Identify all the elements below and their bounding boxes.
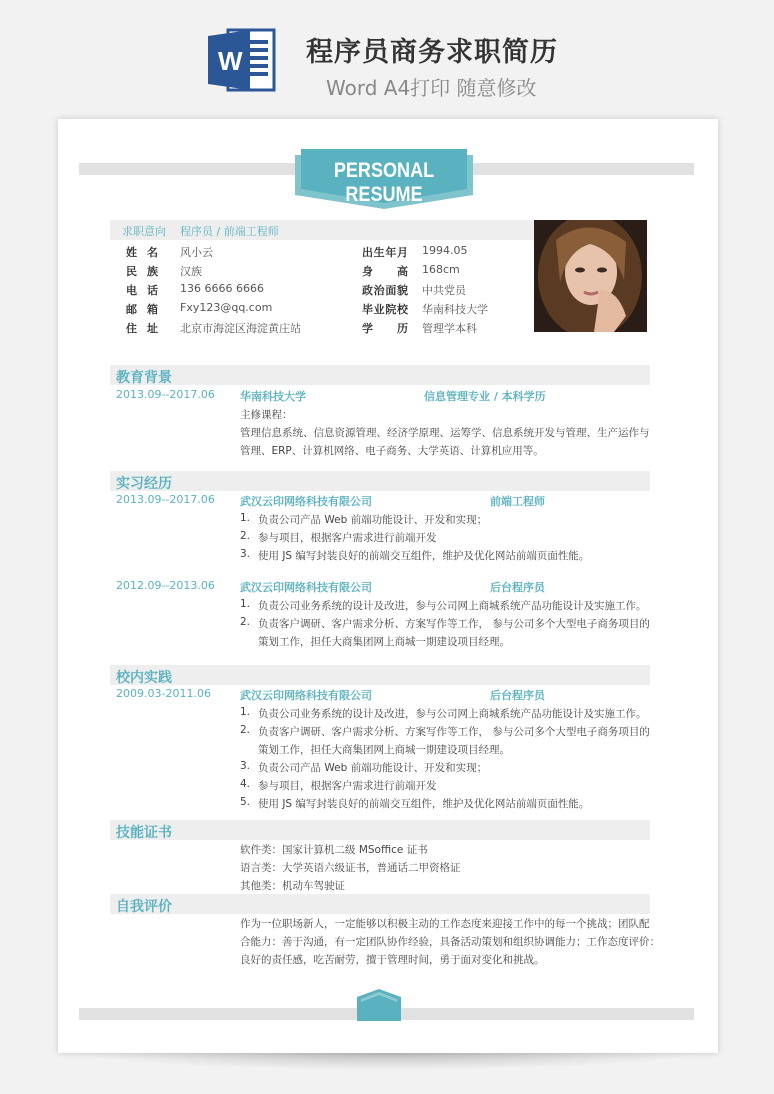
job-date: 2013.09--2017.06 bbox=[116, 493, 215, 506]
item-number: 3. bbox=[240, 760, 251, 772]
item-text: 使用 JS 编写封装良好的前端交互组件，维护及优化网站前端页面性能。 bbox=[258, 798, 590, 810]
skill-line: 其他类：机动车驾驶证 bbox=[240, 880, 345, 892]
job-intent-bar bbox=[110, 220, 534, 240]
item-number: 2. bbox=[240, 530, 251, 542]
info-value: 136 6666 6666 bbox=[180, 282, 264, 295]
job-intent-label: 求职意向 bbox=[122, 225, 166, 238]
item-number: 1. bbox=[240, 706, 251, 718]
info-key: 邮 箱 bbox=[126, 303, 158, 316]
item-number: 2. bbox=[240, 616, 251, 628]
self-line: 良好的责任感，吃苦耐劳，擅于管理时间，勇于面对变化和挑战。 bbox=[240, 954, 545, 966]
job-role: 后台程序员 bbox=[490, 581, 545, 594]
item-text: 负责公司业务系统的设计及改进，参与公司网上商城系统产品功能设计及实施工作。 bbox=[258, 708, 647, 720]
info-key: 民 族 bbox=[126, 265, 158, 278]
job-date: 2012.09--2013.06 bbox=[116, 579, 215, 592]
info-value: 1994.05 bbox=[422, 244, 468, 257]
item-number: 3. bbox=[240, 548, 251, 560]
campus-company: 武汉云印网络科技有限公司 bbox=[240, 689, 372, 702]
item-text: 参与项目，根据客户需求进行前端开发 bbox=[258, 532, 437, 544]
profile-photo bbox=[534, 220, 647, 332]
item-text: 参与项目，根据客户需求进行前端开发 bbox=[258, 780, 437, 792]
info-value: 汉族 bbox=[180, 265, 202, 278]
job-role: 前端工程师 bbox=[490, 495, 545, 508]
edu-school: 华南科技大学 bbox=[240, 390, 306, 403]
section-bar bbox=[110, 820, 650, 840]
info-key: 身 高 bbox=[362, 265, 408, 278]
section-title-skills: 技能证书 bbox=[116, 825, 172, 841]
section-bar bbox=[110, 894, 650, 914]
campus-date: 2009.03-2011.06 bbox=[116, 687, 211, 700]
item-number: 5. bbox=[240, 796, 251, 808]
section-bar bbox=[110, 471, 650, 491]
info-key: 姓 名 bbox=[126, 246, 158, 259]
item-number: 2. bbox=[240, 724, 251, 736]
info-value: 中共党员 bbox=[422, 284, 466, 297]
word-icon bbox=[206, 24, 278, 96]
section-title-internship: 实习经历 bbox=[116, 476, 172, 492]
info-key: 学 历 bbox=[362, 322, 408, 335]
info-key: 出生年月 bbox=[362, 246, 408, 259]
item-text: 策划工作，担任大商集团网上商城一期建设项目经理。 bbox=[258, 744, 510, 756]
section-bar bbox=[110, 365, 650, 385]
info-value: 华南科技大学 bbox=[422, 303, 488, 316]
job-company: 武汉云印网络科技有限公司 bbox=[240, 581, 372, 594]
info-key: 政治面貌 bbox=[362, 284, 408, 297]
item-text: 负责客户调研、客户需求分析、方案写作等工作， 参与公司多个大型电子商务项目的 bbox=[258, 618, 650, 630]
page-title: 程序员商务求职简历 bbox=[306, 37, 558, 68]
skill-line: 软件类：国家计算机二级 MSoffice 证书 bbox=[240, 844, 428, 856]
banner-title: PERSONAL RESUME bbox=[333, 159, 435, 206]
edu-major: 信息管理专业 / 本科学历 bbox=[424, 390, 546, 403]
edu-line: 主修课程： bbox=[240, 409, 293, 421]
section-title-self: 自我评价 bbox=[116, 899, 172, 915]
job-intent-value: 程序员 / 前端工程师 bbox=[180, 225, 279, 238]
info-value: Fxy123@qq.com bbox=[180, 301, 273, 314]
bottom-emblem bbox=[357, 989, 401, 1021]
item-text: 使用 JS 编写封装良好的前端交互组件，维护及优化网站前端页面性能。 bbox=[258, 550, 590, 562]
info-key: 住 址 bbox=[126, 322, 158, 335]
svg-text:W: W bbox=[218, 46, 243, 76]
section-title-campus: 校内实践 bbox=[116, 670, 172, 686]
item-number: 1. bbox=[240, 512, 251, 524]
item-text: 负责公司业务系统的设计及改进，参与公司网上商城系统产品功能设计及实施工作。 bbox=[258, 600, 647, 612]
info-value: 风小云 bbox=[180, 246, 213, 259]
item-number: 1. bbox=[240, 598, 251, 610]
info-value: 管理学本科 bbox=[422, 322, 477, 335]
edu-line: 管理信息系统、信息资源管理、经济学原理、运筹学、信息系统开发与管理、生产运作与 bbox=[240, 427, 650, 439]
section-title-education: 教育背景 bbox=[116, 370, 172, 386]
section-bar bbox=[110, 665, 650, 685]
item-text: 负责公司产品 Web 前端功能设计、开发和实现； bbox=[258, 514, 488, 526]
info-value: 北京市海淀区海淀黄庄站 bbox=[180, 322, 301, 335]
info-key: 电 话 bbox=[126, 284, 158, 297]
paper-shadow bbox=[72, 1052, 704, 1070]
self-line: 作为一位职场新人，一定能够以积极主动的工作态度来迎接工作中的每一个挑战；团队配 bbox=[240, 918, 650, 930]
info-key: 毕业院校 bbox=[362, 303, 408, 316]
item-text: 策划工作，担任大商集团网上商城一期建设项目经理。 bbox=[258, 636, 510, 648]
info-value: 168cm bbox=[422, 263, 460, 276]
self-line: 合能力：善于沟通，有一定团队协作经验，具备活动策划和组织协调能力；工作态度评价： bbox=[240, 936, 660, 948]
skill-line: 语言类：大学英语六级证书，普通话二甲资格证 bbox=[240, 862, 461, 874]
edu-line: 管理、ERP、计算机网络、电子商务、大学英语、计算机应用等。 bbox=[240, 445, 544, 457]
edu-date: 2013.09--2017.06 bbox=[116, 388, 215, 401]
page-subtitle: Word A4打印 随意修改 bbox=[326, 76, 537, 100]
campus-role: 后台程序员 bbox=[490, 689, 545, 702]
item-text: 负责公司产品 Web 前端功能设计、开发和实现； bbox=[258, 762, 488, 774]
page-header bbox=[0, 0, 774, 118]
resume-page bbox=[58, 119, 718, 1053]
item-text: 负责客户调研、客户需求分析、方案写作等工作， 参与公司多个大型电子商务项目的 bbox=[258, 726, 650, 738]
item-number: 4. bbox=[240, 778, 251, 790]
job-company: 武汉云印网络科技有限公司 bbox=[240, 495, 372, 508]
